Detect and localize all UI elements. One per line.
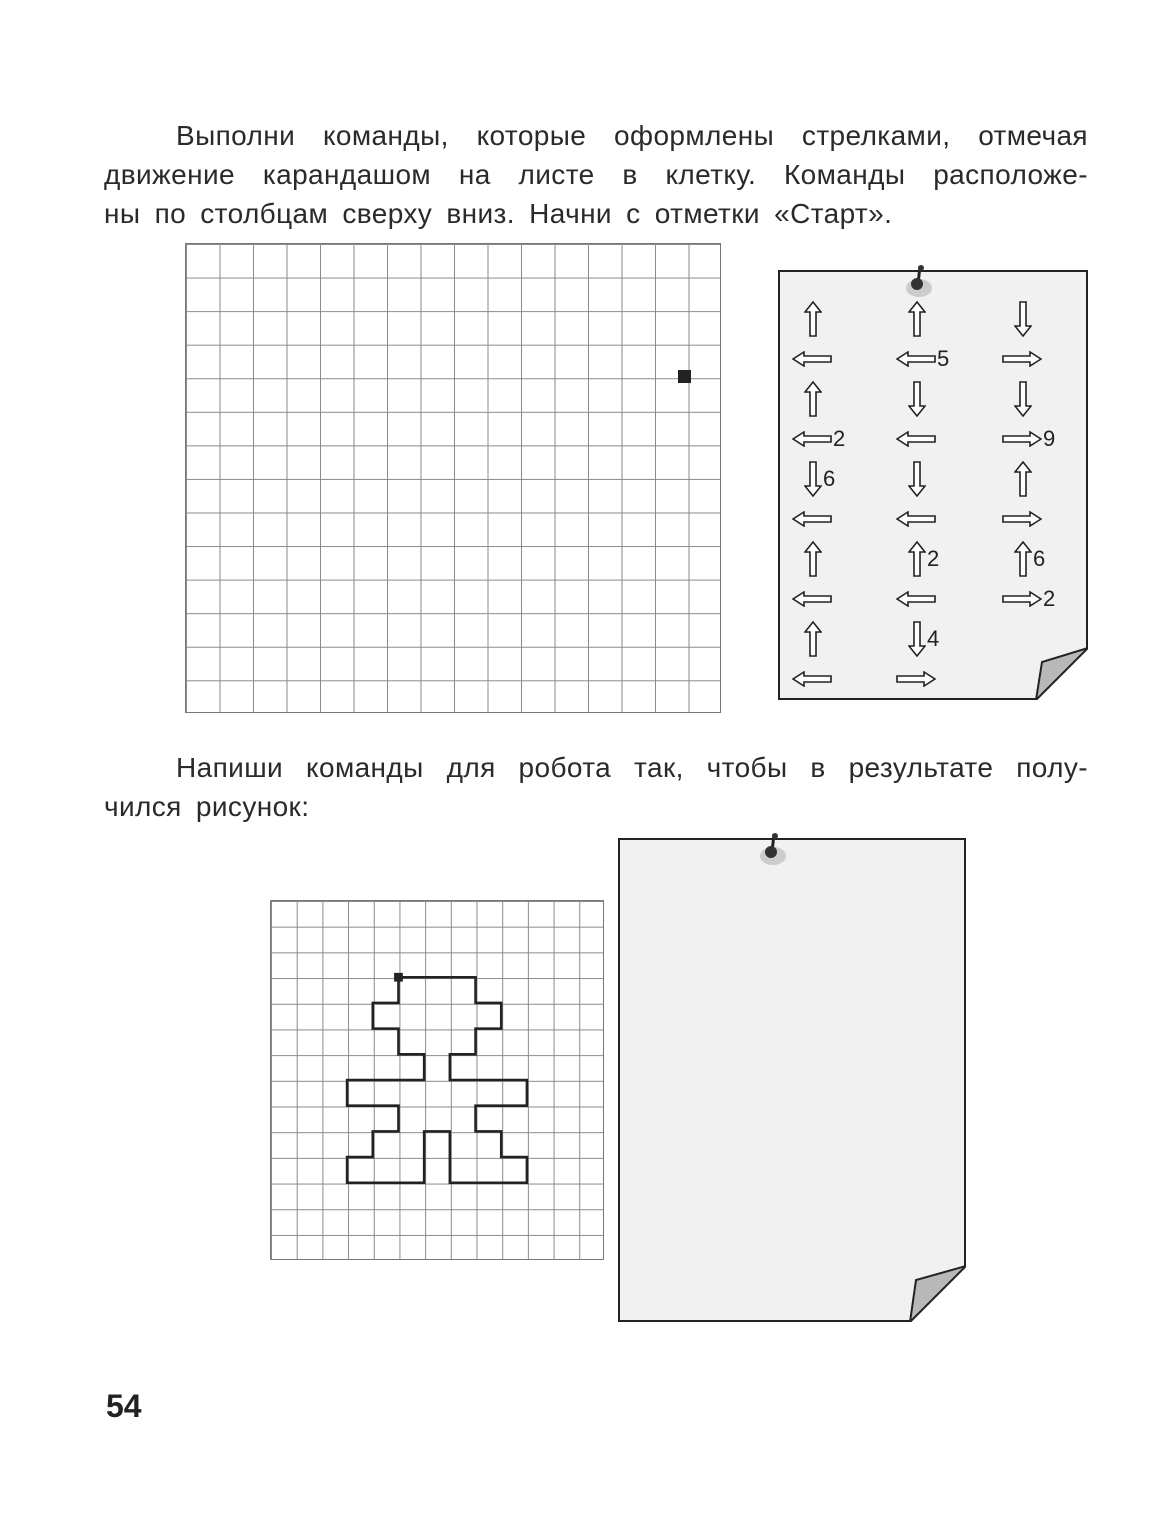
command-left-arrow bbox=[896, 584, 936, 614]
command-right-arrow bbox=[896, 664, 936, 694]
command-count: 6 bbox=[823, 466, 836, 491]
arrow-right-icon bbox=[896, 671, 936, 687]
command-up-arrow bbox=[1014, 544, 1045, 574]
arrow-left-icon bbox=[896, 351, 936, 367]
command-up-arrow bbox=[804, 384, 822, 414]
arrow-left-icon bbox=[896, 511, 936, 527]
arrow-up-icon bbox=[804, 541, 822, 577]
command-right-arrow bbox=[1002, 344, 1042, 374]
arrow-down-icon bbox=[908, 621, 926, 657]
arrow-right-icon bbox=[1002, 511, 1042, 527]
arrow-right-icon bbox=[1002, 591, 1042, 607]
command-left-arrow bbox=[792, 504, 832, 534]
command-left-arrow bbox=[792, 424, 845, 454]
arrow-left-icon bbox=[792, 671, 832, 687]
task2-line-2: чился рисунок: bbox=[104, 791, 310, 822]
command-count: 2 bbox=[1043, 586, 1056, 611]
drawing-grid-task1[interactable] bbox=[185, 243, 721, 713]
command-count: 4 bbox=[927, 626, 940, 651]
start-mark bbox=[678, 370, 691, 383]
arrow-up-icon bbox=[1014, 461, 1032, 497]
command-up-arrow bbox=[804, 304, 822, 334]
command-down-arrow bbox=[908, 464, 926, 494]
pushpin-icon bbox=[760, 832, 790, 866]
arrow-up-icon bbox=[1014, 541, 1032, 577]
command-up-arrow bbox=[804, 624, 822, 654]
task1-line-3: ны по столбцам сверху вниз. Начни с отметки «Старт». bbox=[104, 198, 893, 229]
command-note bbox=[778, 270, 1088, 700]
pushpin-icon bbox=[906, 264, 936, 298]
task1-line-2: движение карандашом на листе в клетку. Команды расположе- bbox=[104, 159, 1088, 190]
example-figure-grid bbox=[270, 900, 604, 1260]
arrow-down-icon bbox=[1014, 301, 1032, 337]
note-fold-corner bbox=[618, 838, 966, 1322]
arrow-left-icon bbox=[792, 351, 832, 367]
command-left-arrow bbox=[896, 504, 936, 534]
command-count: 2 bbox=[927, 546, 940, 571]
command-count: 5 bbox=[937, 346, 950, 371]
task1-line-1: Выполни команды, которые оформлены стрелками, отмечая bbox=[176, 120, 1088, 151]
arrow-down-icon bbox=[1014, 381, 1032, 417]
command-left-arrow bbox=[896, 424, 936, 454]
command-up-arrow bbox=[908, 304, 926, 334]
arrow-down-icon bbox=[804, 461, 822, 497]
arrow-up-icon bbox=[804, 301, 822, 337]
command-right-arrow bbox=[1002, 504, 1042, 534]
command-left-arrow bbox=[792, 584, 832, 614]
command-right-arrow bbox=[1002, 424, 1055, 454]
command-count: 6 bbox=[1033, 546, 1046, 571]
arrow-up-icon bbox=[908, 541, 926, 577]
task1-instructions bbox=[104, 116, 1088, 233]
robot-figure bbox=[270, 900, 604, 1260]
command-down-arrow bbox=[908, 384, 926, 414]
answer-note[interactable] bbox=[618, 838, 966, 1322]
command-down-arrow bbox=[1014, 304, 1032, 334]
arrow-left-icon bbox=[792, 591, 832, 607]
command-up-arrow bbox=[908, 544, 939, 574]
arrow-right-icon bbox=[1002, 431, 1042, 447]
command-right-arrow bbox=[1002, 584, 1055, 614]
arrow-up-icon bbox=[908, 301, 926, 337]
arrow-left-icon bbox=[896, 591, 936, 607]
arrow-right-icon bbox=[1002, 351, 1042, 367]
task2-line-1: Напиши команды для робота так, чтобы в результате полу- bbox=[176, 752, 1088, 783]
arrow-left-icon bbox=[896, 431, 936, 447]
command-up-arrow bbox=[1014, 464, 1032, 494]
arrow-down-icon bbox=[908, 381, 926, 417]
arrow-up-icon bbox=[804, 381, 822, 417]
command-left-arrow bbox=[896, 344, 949, 374]
command-left-arrow bbox=[792, 664, 832, 694]
command-down-arrow bbox=[908, 624, 939, 654]
arrow-left-icon bbox=[792, 431, 832, 447]
command-count: 2 bbox=[833, 426, 846, 451]
page-number: 54 bbox=[106, 1388, 142, 1424]
figure-start-mark bbox=[394, 973, 403, 982]
task2-instructions bbox=[104, 748, 1088, 826]
arrow-down-icon bbox=[908, 461, 926, 497]
arrow-left-icon bbox=[792, 511, 832, 527]
command-left-arrow bbox=[792, 344, 832, 374]
command-up-arrow bbox=[804, 544, 822, 574]
command-down-arrow bbox=[804, 464, 835, 494]
arrow-up-icon bbox=[804, 621, 822, 657]
command-count: 9 bbox=[1043, 426, 1056, 451]
command-down-arrow bbox=[1014, 384, 1032, 414]
